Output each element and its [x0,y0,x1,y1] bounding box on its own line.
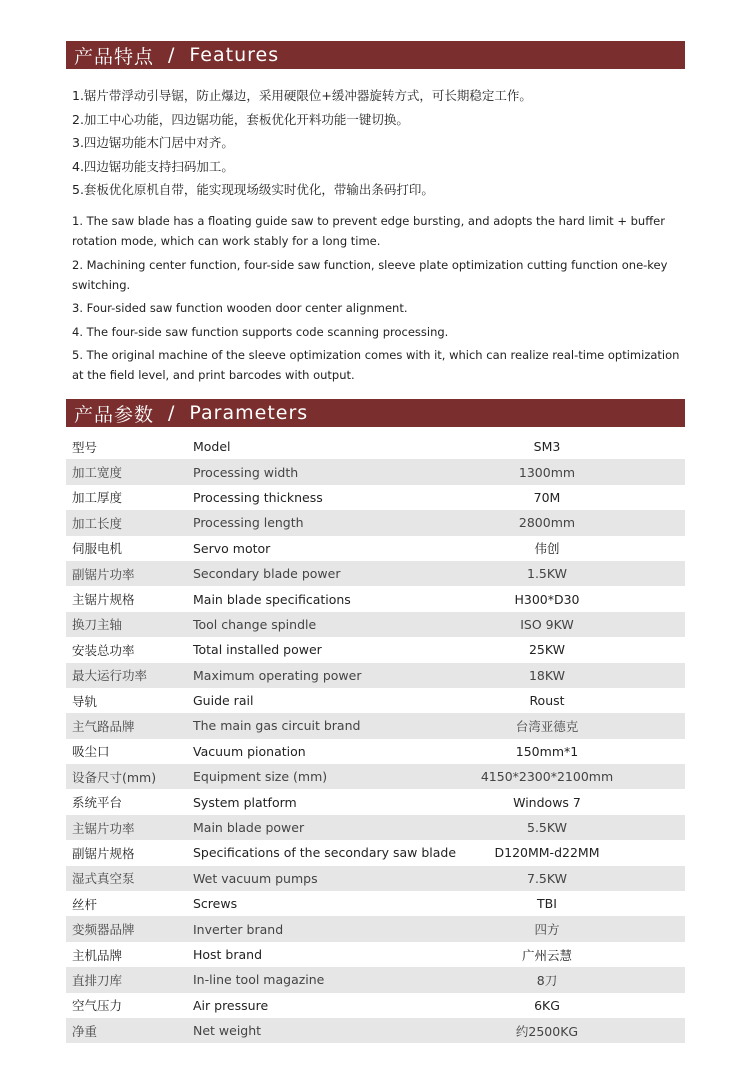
parameter-name-cn: 换刀主轴 [72,617,123,633]
parameter-name-cn: 副锯片功率 [72,566,135,582]
parameter-value: 18KW [528,667,566,683]
parameter-name-cn: 安装总功率 [72,642,135,658]
parameter-row [66,485,685,510]
features-title-en: Features [189,44,280,66]
parameter-name-en: Model [193,439,231,455]
parameter-name-en: Host brand [193,947,263,962]
feature-cn-item: 3.四边锯功能木门居中对齐。 [72,135,234,150]
parameters-title-en: Parameters [189,402,309,424]
feature-en-item: 3. Four-sided saw function wooden door center alignment. [72,301,408,315]
parameter-name-en: Wet vacuum pumps [193,870,318,886]
parameter-name-cn: 丝杆 [72,896,98,912]
parameter-value: 4150*2300*2100mm [480,769,614,785]
feature-cn-item: 2.加工中心功能，四边锯功能，套板优化开料功能一键切换。 [72,111,409,127]
parameter-value: D120MM-d22MM [494,845,600,861]
parameter-row [66,967,685,992]
feature-en-item: 4. The four-side saw function supports code scanning processing. [72,324,449,339]
features-title-cn: 产品特点 [74,45,155,68]
parameter-name-en: Specifications of the secondary saw blade [193,845,457,861]
parameter-name-en: Vacuum pionation [193,743,306,759]
parameter-name-en: Servo motor [193,540,271,556]
parameter-row [66,561,685,586]
parameter-name-en: In-line tool magazine [193,972,325,988]
parameter-name-en: Secondary blade power [193,566,341,582]
parameter-value: 150mm*1 [515,743,579,759]
parameter-name-cn: 型号 [72,439,98,455]
parameter-row [66,891,685,916]
parameter-value: SM3 [533,439,561,455]
parameter-name-cn: 副锯片规格 [72,845,135,861]
features-en-list [72,211,684,389]
parameter-value: 1.5KW [527,566,567,582]
parameter-row [66,789,685,814]
parameter-name-cn: 空气压力 [72,998,123,1014]
parameters-title-cn: 产品参数 [74,403,155,426]
parameter-row [66,942,685,967]
parameter-name-cn: 吸尘口 [72,744,110,760]
parameter-name-cn: 设备尺寸(mm) [72,769,157,785]
parameter-row [66,916,685,941]
parameter-value: 约2500KG [515,1023,579,1039]
parameter-name-cn: 主锯片规格 [72,592,135,608]
parameter-value: Windows 7 [513,794,581,810]
parameter-value: TBI [537,896,557,912]
parameter-name-cn: 主机品牌 [72,947,123,963]
parameter-name-en: Inverter brand [193,921,284,937]
parameter-value: 台湾亚德克 [515,718,579,734]
parameter-name-cn: 加工厚度 [72,490,123,506]
features-title-separator: / [168,44,176,66]
feature-en-item: 1. The saw blade has a floating guide saw to prevent edge bursting, and adopts the hard limit + buffer rotation mode, which can work stably for a long time. [72,214,665,248]
parameter-value: 5.5KW [527,820,567,836]
parameter-name-en: Net weight [193,1023,262,1039]
parameter-row [66,993,685,1018]
parameter-name-en: Air pressure [193,997,269,1013]
parameter-value: Roust [529,693,565,709]
parameter-value: 伟创 [534,541,560,557]
parameter-name-cn: 变频器品牌 [72,922,135,938]
parameter-name-cn: 湿式真空泵 [72,871,135,887]
feature-en-item: 5. The original machine of the sleeve optimization comes with it, which can realize real-time optimization at the field level, and print barcodes with output. [72,348,680,382]
parameter-row [66,434,685,459]
parameter-row [66,713,685,738]
parameter-value: 2800mm [518,515,576,531]
parameter-value: 四方 [534,922,560,938]
parameter-name-cn: 加工长度 [72,515,123,531]
parameter-name-en: Main blade power [193,820,305,836]
parameter-name-en: Main blade specifications [193,591,351,607]
features-banner [66,41,685,69]
parameter-name-cn: 净重 [72,1023,98,1039]
parameters-table [66,434,685,1043]
parameter-value: 广州云慧 [521,947,572,963]
parameter-name-cn: 伺服电机 [72,541,123,557]
parameter-row [66,510,685,535]
parameter-value: 25KW [528,642,566,658]
feature-cn-item: 5.套板优化原机自带，能实现现场级实时优化，带输出条码打印。 [72,182,434,197]
parameter-name-en: Processing thickness [193,489,323,505]
parameter-name-en: Screws [193,896,238,912]
parameter-row [66,739,685,764]
parameter-value: 70M [533,489,561,505]
feature-en-item: 2. Machining center function, four-side saw function, sleeve plate optimization cutting function one-key switching. [72,257,668,292]
parameter-value: 8刀 [536,972,558,988]
parameter-row [66,612,685,637]
parameter-name-en: Tool change spindle [193,616,317,632]
parameter-name-en: Equipment size (mm) [193,769,328,785]
parameter-row [66,459,685,484]
parameter-name-cn: 系统平台 [72,795,123,811]
parameter-name-cn: 导轨 [72,693,98,709]
parameter-row [66,637,685,662]
parameter-name-en: Maximum operating power [193,667,362,683]
parameters-banner [66,399,685,427]
parameter-name-en: Total installed power [193,642,322,658]
parameter-name-cn: 加工宽度 [72,465,123,481]
parameter-name-cn: 主锯片功率 [72,820,135,836]
parameter-row [66,815,685,840]
feature-cn-item: 1.锯片带浮动引导锯，防止爆边，采用硬限位+缓冲器旋转方式，可长期稳定工作。 [72,88,532,103]
parameters-title-separator: / [168,402,176,424]
features-cn-list [72,84,684,202]
parameter-name-cn: 最大运行功率 [72,668,148,684]
parameter-row [66,840,685,865]
parameter-value: 7.5KW [527,870,567,886]
parameter-row [66,1018,685,1043]
parameter-row [66,688,685,713]
parameter-value: 6KG [534,997,560,1013]
parameter-name-cn: 主气路品牌 [72,718,135,734]
parameter-name-en: Guide rail [193,693,254,709]
parameter-name-en: Processing width [193,464,299,480]
parameter-name-en: System platform [193,794,297,810]
parameter-name-en: Processing length [193,515,304,531]
parameter-value: H300*D30 [514,591,580,607]
parameter-row [66,764,685,789]
parameter-name-en: The main gas circuit brand [193,718,361,734]
parameter-row [66,663,685,688]
parameter-row [66,536,685,561]
parameter-name-cn: 直排刀库 [72,972,123,988]
parameter-value: ISO 9KW [520,616,574,632]
parameter-value: 1300mm [518,464,576,480]
parameter-row [66,866,685,891]
parameter-row [66,586,685,611]
feature-cn-item: 4.四边锯功能支持扫码加工。 [72,158,234,174]
